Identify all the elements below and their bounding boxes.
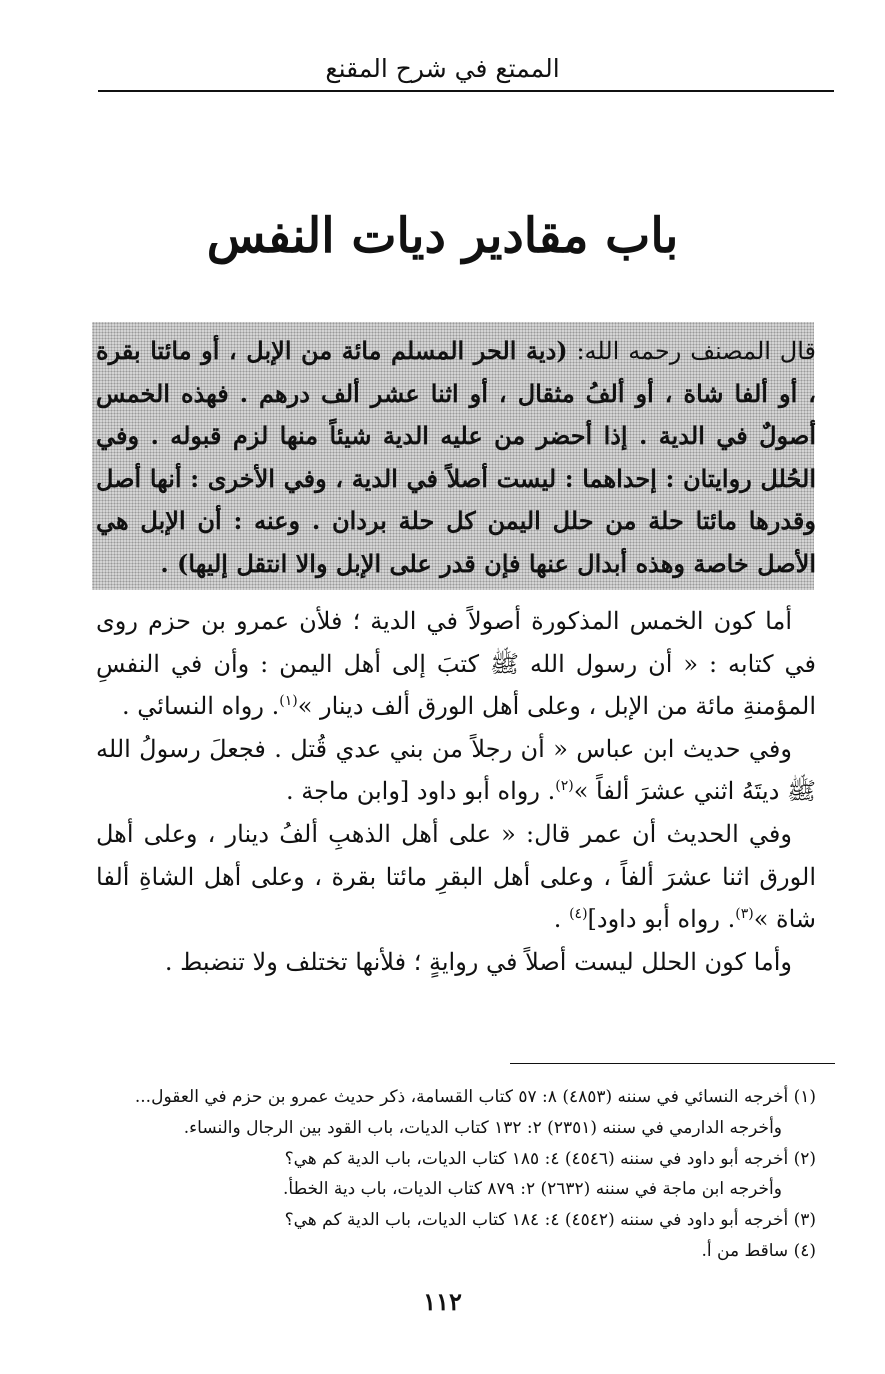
commentary-paragraph-1 — [96, 600, 816, 728]
matn-intro: قال المصنف رحمه الله: — [567, 337, 817, 365]
footnote-ref-1[interactable]: (١) — [279, 693, 298, 710]
commentary-text: . رواه أبو داود [وابن ماجة . — [285, 777, 556, 806]
commentary-paragraph-4: وأما كون الحلل ليست أصلاً في روايةٍ ؛ فلأنها تختلف ولا تنضبط . — [164, 947, 792, 976]
footnote-2-continuation: وأخرجه ابن ماجة في سننه (٢٦٣٢) ٢: ٨٧٩ كتاب الديات، باب دية الخطأ. — [283, 1179, 782, 1200]
header-rule — [98, 90, 834, 92]
matn-text — [96, 330, 816, 586]
commentary-paragraph-2 — [96, 728, 816, 813]
running-header: الممتع في شرح المقنع — [325, 54, 560, 83]
commentary-text: أما كون الخمس المذكورة أصولاً في الدية ؛ فلأن عمرو بن حزم روى في كتابه : « أن رسول الله ﷺ كتبَ إلى أهل اليمن : وأن في النفسِ المؤمنةِ مائة من الإبل ، وعلى أهل الورق ألف دينار » — [96, 607, 816, 721]
commentary-text: وفي حديث ابن عباس « أن رجلاً من بني عدي قُتل . فجعلَ رسولُ الله ﷺ ديتَهُ اثني عشرَ ألفاً » — [96, 734, 816, 806]
footnote-1: (١) أخرجه النسائي في سننه (٤٨٥٣) ٨: ٥٧ كتاب القسامة، ذكر حديث عمرو بن حزم في العقول... — [134, 1087, 816, 1107]
page-number: ١١٢ — [423, 1287, 462, 1316]
commentary — [96, 600, 816, 983]
footnote-1-continuation: وأخرجه الدارمي في سننه (٢٣٥١) ٢: ١٣٢ كتاب الديات، باب القود بين الرجال والنساء. — [183, 1117, 782, 1138]
chapter-title: باب مقادير ديات النفس — [206, 208, 679, 264]
commentary-text: . رواه أبو داود] — [587, 905, 736, 934]
footnote-ref-3[interactable]: (٣) — [735, 906, 754, 923]
footnote-3: (٣) أخرجه أبو داود في سننه (٤٥٤٢) ٤: ١٨٤ كتاب الديات، باب الدية كم هي؟ — [284, 1210, 816, 1231]
footnote-4: (٤) ساقط من أ. — [701, 1240, 816, 1261]
footnote-ref-4[interactable]: (٤) — [569, 906, 588, 923]
matn-quote: (دية الحر المسلم مائة من الإبل ، أو مائتا بقرة ، أو ألفا شاة ، أو ألفُ مثقال ، أو اثنا عشر ألف درهم . فهذه الخمس أصولٌ في الدية . إذا أحضر من عليه الدية شيئاً منها لزم قبوله . وفي الحُلل روايتان : إحداهما : ليست أصلاً في الدية ، وفي الأخرى : أنها أصل وقدرها مائتا حلة من حلل اليمن كل حلة بردان . وعنه : أن الإبل هي الأصل خاصة وهذه أبدال عنها فإن قدر على الإبل والا انتقل إليها) . — [96, 336, 816, 578]
footnote-2: (٢) أخرجه أبو داود في سننه (٤٥٤٦) ٤: ١٨٥ كتاب الديات، باب الدية كم هي؟ — [284, 1148, 816, 1169]
commentary-paragraph-3 — [96, 813, 816, 941]
commentary-text: وفي الحديث أن عمر قال: « على أهل الذهبِ ألفُ دينار ، وعلى أهل الورق اثنا عشرَ ألفاً ، وعلى أهل البقرِ مائتا بقرة ، وعلى أهل الشاةِ ألفا شاة » — [96, 819, 816, 934]
footnotes — [96, 1082, 816, 1267]
commentary-text: . رواه النسائي . — [122, 692, 280, 721]
footnote-separator — [510, 1063, 835, 1064]
commentary-text: . — [553, 905, 570, 934]
footnote-ref-2[interactable]: (٢) — [555, 778, 574, 795]
